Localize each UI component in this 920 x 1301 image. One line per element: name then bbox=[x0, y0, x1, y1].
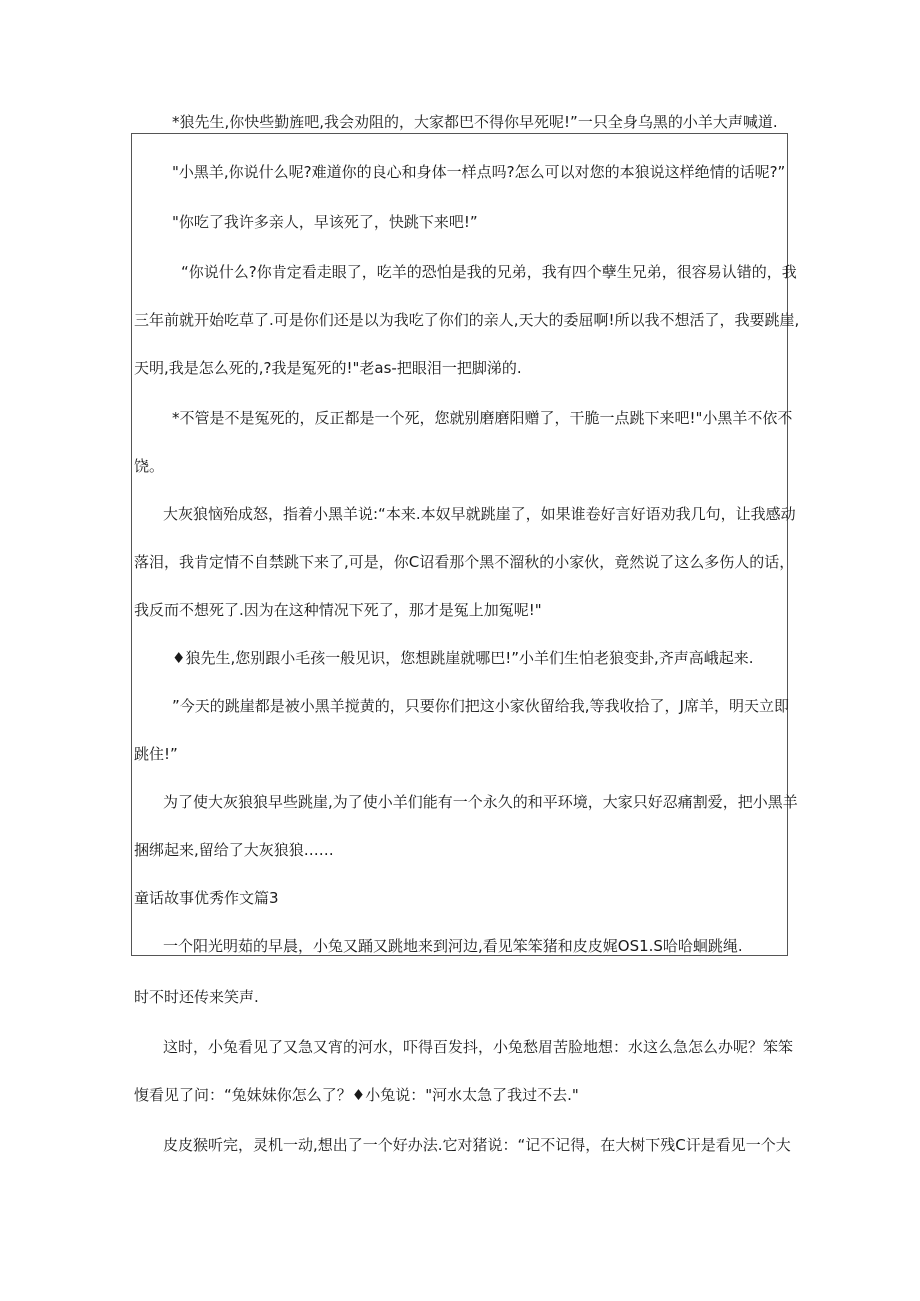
section-heading: 童话故事优秀作文篇3 bbox=[134, 889, 279, 907]
paragraph-line: 这时，小兔看见了又急又宵的河水，吓得百发抖，小兔愁眉苦脸地想：水这么急怎么办呢？笨笨 bbox=[163, 1038, 794, 1056]
paragraph-line: 跳住!” bbox=[134, 745, 178, 763]
paragraph-line: 为了使大灰狼狼早些跳崖,为了使小羊们能有一个永久的和平环境，大家只好忍痛割爱，把小黑羊 bbox=[163, 793, 798, 811]
paragraph-line: 时不时还传来笑声. bbox=[134, 988, 259, 1006]
paragraph-line: 我反而不想死了.因为在这种情况下死了，那才是冤上加冤呢!" bbox=[134, 601, 542, 619]
paragraph-line: 大灰狼恼殆成怒，指着小黑羊说:“本来.本奴早就跳崖了，如果谁卷好言好语劝我几句，让我感动 bbox=[163, 505, 796, 523]
paragraph-line: ♦狼先生,您别跟小毛孩一般见识，您想跳崖就哪巴!”小羊们生怕老狼变卦,齐声高峨起来. bbox=[172, 649, 754, 667]
paragraph-line: 愎看见了问：“兔妹妹你怎么了？♦小兔说："河水太急了我过不去." bbox=[134, 1086, 579, 1104]
paragraph-line: *狼先生,你快些勤旌吧,我会劝阻的，大家都巴不得你早死呢!”一只全身乌黑的小羊大声喊道. bbox=[172, 113, 778, 131]
paragraph-line: 皮皮猴听完，灵机一动,想出了一个好办法.它对猪说：“记不记得，在大树下残C讦是看见一个大 bbox=[163, 1136, 791, 1154]
bordered-text-box bbox=[131, 133, 788, 956]
paragraph-line: 落泪，我肯定情不自禁跳下来了,可是，你C诏看那个黑不溜秋的小家伙，竟然说了这么多伤人的话， bbox=[134, 553, 795, 571]
paragraph-line: 天明,我是怎么死的,?我是冤死的!"老as-把眼泪一把脚涕的. bbox=[134, 359, 522, 377]
paragraph-line: 一个阳光明茹的早晨，小兔又踊又跳地来到河边,看见笨笨猪和皮皮娓OS1.S哈哈蛔跳绳. bbox=[163, 937, 743, 955]
paragraph-line: 三年前就开始吃草了.可是你们还是以为我吃了你们的亲人,天大的委屈啊!所以我不想活了，我要跳崖, bbox=[134, 311, 800, 329]
paragraph-line: 饶。 bbox=[134, 457, 165, 475]
paragraph-line: "你吃了我许多亲人，早该死了，快跳下来吧!” bbox=[172, 213, 478, 231]
paragraph-line: 捆绑起来,留给了大灰狼狼…… bbox=[134, 841, 334, 859]
paragraph-line: ”今天的跳崖都是被小黑羊搅黄的，只要你们把这小家伙留给我,等我收拾了，J席羊，明天立即 bbox=[172, 697, 789, 715]
paragraph-line: "小黑羊,你说什么呢?难道你的良心和身体一样点吗?怎么可以对您的本狼说这样绝情的话呢?” bbox=[172, 163, 786, 181]
paragraph-line: “你说什么?你肯定看走眼了，吃羊的恐怕是我的兄弟，我有四个孽生兄弟，很容易认错的，我 bbox=[181, 263, 797, 281]
paragraph-line: *不管是不是冤死的，反正都是一个死，您就别磨磨阳赠了，干脆一点跳下来吧!"小黑羊不依不 bbox=[172, 409, 793, 427]
